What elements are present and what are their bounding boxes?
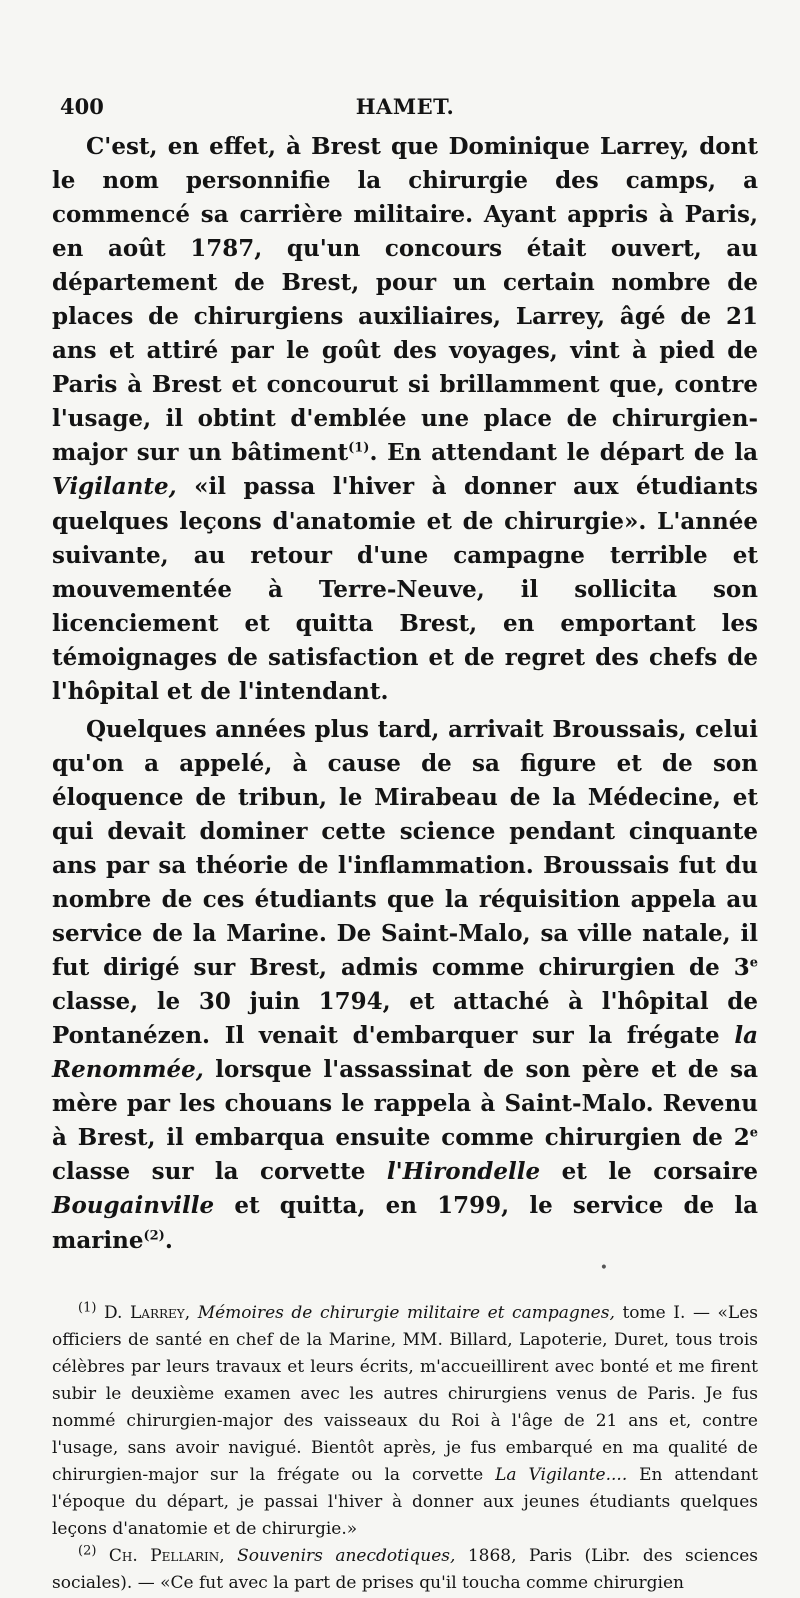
ship-name: La Vigilante....	[495, 1465, 628, 1486]
ship-name: la Renommée,	[52, 1022, 758, 1084]
footnote-text: En attendant l'époque du départ, je passai l'hiver à donner aux jeunes étudiants quelques leçons d'anatomie et de chirurgie.»	[52, 1465, 758, 1540]
body-text	[52, 130, 758, 1258]
footnote-1	[52, 1300, 758, 1544]
running-head	[52, 94, 758, 130]
footnote-mark: (1)	[78, 1299, 97, 1315]
footnotes	[52, 1300, 758, 1598]
ordinal-suffix: e	[749, 955, 758, 971]
paragraph-text: «il passa l'hiver à donner aux étudiants quelques leçons d'anatomie et de chirurgie». L'année suivante, au retour d'une campagne terrible et mouvementée à Terre-Neuve, il sollicita son licenciement et quitta Brest, en emportant les témoignages de satisfaction et de regret des chefs de l'hôpital et de l'intendant.	[52, 473, 758, 705]
ordinal-suffix: e	[749, 1125, 758, 1141]
paragraph-text: classe, le 30 juin 1794, et attaché à l'hôpital de Pontanézen. Il venait d'embarquer sur la frégate	[52, 988, 758, 1050]
paragraph-broussais	[52, 713, 758, 1258]
footnote-text: 1868, Paris (Libr. des sciences sociales). — «Ce fut avec la part de prises qu'il toucha comme chirurgien	[52, 1546, 758, 1594]
paragraph-text: C'est, en effet, à Brest que Dominique Larrey, dont le nom personnifie la chirurgie des camps, a commencé sa carrière militaire. Ayant appris à Paris, en août 1787, qu'un concours était ouvert, au département de Brest, pour un certain nombre de places de chirurgiens auxiliaires, Larrey, âgé de 21 ans et attiré par le goût des voyages, vint à pied de Paris à Brest et concourut si brillamment que, contre l'usage, il obtint d'emblée une place de chirurgien-major sur un bâtiment	[52, 133, 758, 467]
paragraph-text: . En attendant le départ de la	[369, 439, 759, 467]
page-number: 400	[60, 94, 104, 119]
paragraph-text: classe sur la corvette	[52, 1158, 387, 1186]
footnote-work: Souvenirs anecdotiques,	[237, 1546, 456, 1567]
paragraph-text: et quitta, en 1799, le service de la marine	[52, 1192, 758, 1254]
paragraph-text: lorsque l'assassinat de son père et de sa mère par les chouans le rappela à Saint-Malo. Revenu à Brest, il embarqua ensuite comme chirurgien de 2	[52, 1056, 758, 1152]
paragraph-text: Quelques années plus tard, arrivait Broussais, celui qu'on a appelé, à cause de sa figure et de son éloquence de tribun, le Mirabeau de la Médecine, et qui devait dominer cette science pendant cinquante ans par sa théorie de l'inflammation. Broussais fut du nombre de ces étudiants que la réquisition appela au service de la Marine. De Saint-Malo, sa ville natale, il fut dirigé sur Brest, admis comme chirurgien de 3	[52, 715, 758, 982]
footnote-mark: (2)	[78, 1543, 97, 1559]
ship-name: Bougainville	[52, 1192, 215, 1220]
footnote-author: Ch. Pellarin,	[108, 1546, 225, 1567]
footnote-ref-1: (1)	[348, 440, 370, 456]
running-title: HAMET.	[355, 94, 455, 119]
ship-name: Vigilante,	[52, 473, 177, 501]
footnote-ref-2: (2)	[143, 1227, 165, 1243]
paragraph-text: et le corsaire	[540, 1158, 758, 1186]
paragraph-text: .	[164, 1226, 173, 1254]
footnote-2	[52, 1543, 758, 1597]
footnote-work: Mémoires de chirurgie militaire et campagnes,	[197, 1302, 615, 1323]
footnote-text: tome I. — «Les officiers de santé en chef de la Marine, MM. Billard, Lapoterie, Duret, tous trois célèbres par leurs travaux et leurs écrits, m'accueillirent avec bonté et me firent subir le deuxième examen avec les autres chirurgiens venus de Paris. Je fus nommé chirurgien-major des vaisseaux du Roi à l'âge de 21 ans et, contre l'usage, sans avoir navigué. Bientôt après, je fus embarqué en ma qualité de chirurgien-major sur la frégate ou la corvette	[52, 1302, 758, 1486]
separator-bullet: •	[599, 1259, 608, 1276]
ship-name: l'Hirondelle	[386, 1158, 541, 1186]
footnote-author: D. Larrey,	[104, 1302, 191, 1323]
paragraph-larrey	[52, 130, 758, 709]
